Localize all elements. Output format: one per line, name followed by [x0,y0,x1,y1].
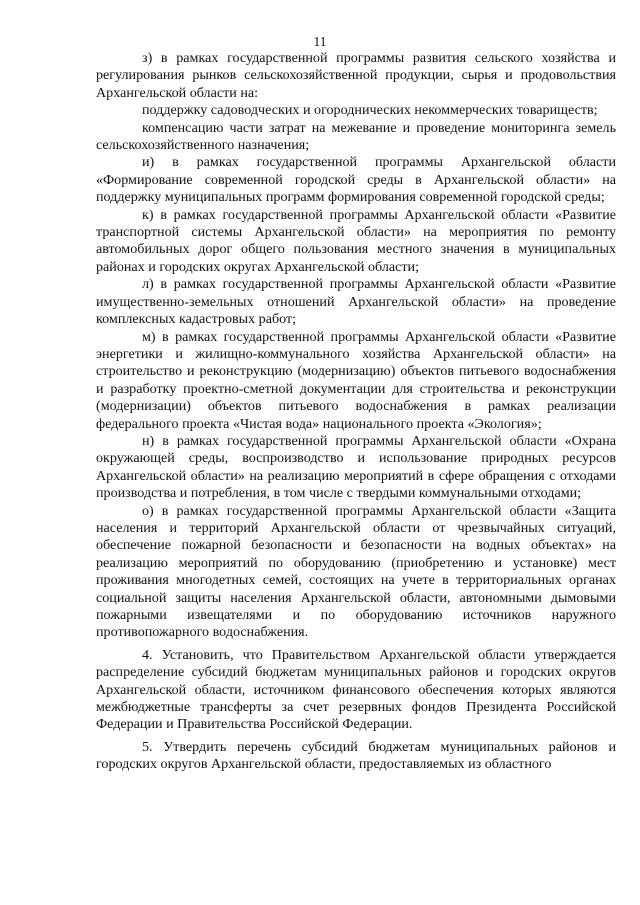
paragraph-n-environment: н) в рамках государственной программы Архангельской области «Охрана окружающей среды, воспроизводство и использование природных ресурсов Архангельской области» на реализацию мероприятий в сфере обращения с отходами производства и потребления, в том числе с твердыми коммунальными отходами; [96,432,616,502]
paragraph-4-distribution: 4. Установить, что Правительством Архангельской области утверждается распределение субсидий бюджетам муниципальных районов и городских округов Архангельской области, источником финансового обеспечения которых являются межбюджетные трансферты за счет резервных фондов Президента Российской Федерации и Правительства Российской Федерации. [96,646,616,733]
page-number: 11 [313,34,327,49]
paragraph-l-land-relations: л) в рамках государственной программы Архангельской области «Развитие имущественно-земельных отношений Архангельской области» на проведение комплексных кадастровых работ; [96,276,616,328]
paragraph-m-energy-housing: м) в рамках государственной программы Архангельской области «Развитие энергетики и жилищно-коммунального хозяйства Архангельской области» на строительство и реконструкцию (модернизацию) объектов питьевого водоснабжения и разработку проектно-сметной документации для строительства и реконструкции (модернизации) объектов питьевого водоснабжения в рамках реализации федерального проекта «Чистая вода» национального проекта «Экология»; [96,328,616,432]
paragraph-z-agriculture: з) в рамках государственной программы развития сельского хозяйства и регулирования рынков сельскохозяйственной продукции, сырья и продовольствия Архангельской области на: [96,50,616,101]
paragraph-o-fire-safety: о) в рамках государственной программы Архангельской области «Защита населения и территорий Архангельской области от чрезвычайных ситуаций, обеспечение пожарной безопасности и безопасности на водных объектах» на реализацию мероприятий по оборудованию (приобретению и установке) мест проживания многодетных семей, состоящих на учете в территориальных органах социальной защиты населения Архангельской области, автономными дымовыми пожарными извещателями и по оборудованию источников наружного противопожарного водоснабжения. [96,502,616,641]
paragraph-i-urban-environment: и) в рамках государственной программы Архангельской области «Формирование современной городской среды в Архангельской области» на поддержку муниципальных программ формирования современной городской среды; [96,154,616,206]
paragraph-land-survey-compensation: компенсацию части затрат на межевание и проведение мониторинга земель сельскохозяйственного назначения; [96,119,616,154]
paragraph-gardening-support: поддержку садоводческих и огороднических некоммерческих товариществ; [142,102,598,119]
document-body [96,50,616,774]
paragraph-k-transport: к) в рамках государственной программы Архангельской области «Развитие транспортной системы Архангельской области» на мероприятия по ремонту автомобильных дорог общего пользования местного значения в муниципальных районах и городских округах Архангельской области; [96,206,616,275]
paragraph-5-subsidy-list: 5. Утвердить перечень субсидий бюджетам муниципальных районов и городских округов Архангельской области, предоставляемых из областного [96,738,616,773]
